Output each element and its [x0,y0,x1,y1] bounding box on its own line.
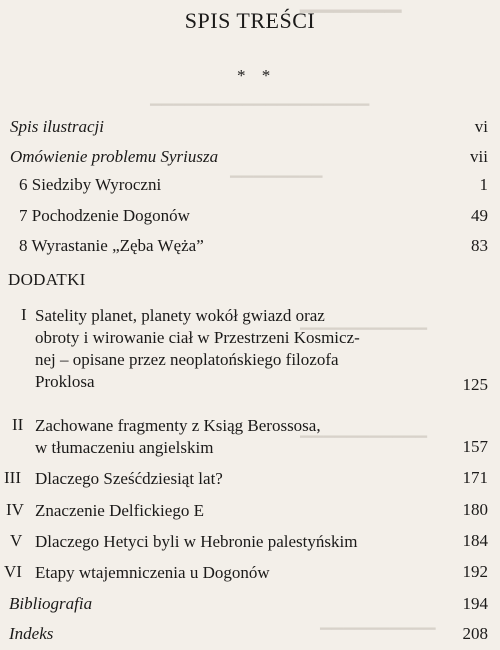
appendix-entry [0,468,500,492]
page-title: SPIS TREŚCI [184,8,316,33]
toc-entry-title: Spis ilustracji [10,117,104,136]
toc-entry-title: Indeks [9,624,54,643]
toc-entry [0,175,500,199]
appendix-entry [0,562,500,586]
appendix-page: 192 [462,562,488,581]
appendix-entry [0,500,500,524]
toc-entry-title: 6 Siedziby Wyroczni [19,175,162,194]
ornament-separator: * * [237,66,277,85]
toc-entry [0,624,500,648]
toc-entry [0,147,500,171]
appendix-number: III [4,468,21,487]
appendix-title: Znaczenie Delfickiego E [35,501,204,520]
appendix-page: 125 [462,375,488,394]
toc-entry [0,236,500,260]
toc-entry-page: 83 [471,236,488,255]
toc-entry-title: Omówienie problemu Syriusza [10,147,219,166]
section-heading: DODATKI [8,270,86,289]
toc-entry-page: vi [474,117,488,136]
appendix-page: 184 [462,531,488,550]
show-through-text: ▁▁▁▁▁▁▁▁▁▁▁ [300,314,427,330]
toc-entry-page: 1 [479,175,488,194]
appendix-page: 157 [462,437,488,456]
appendix-page: 180 [462,500,488,519]
show-through-text: ▁▁▁▁▁▁▁▁ [230,162,323,178]
show-through-text: ▁▁▁▁▁▁▁▁▁▁ [320,614,436,630]
appendix-title: Dlaczego Hetyci byli w Hebronie palestyńskim [35,532,358,551]
toc-entry [0,594,500,618]
appendix-number: IV [6,500,24,519]
toc-entry-title: Bibliografia [9,594,93,613]
show-through-text: ▁▁▁▁▁▁▁▁▁▁▁▁▁▁▁▁▁▁▁ [150,90,370,106]
appendix-title: Zachowane fragmenty z Ksiąg Berossosa, w tłumaczeniu angielskim [35,416,321,457]
appendix-entry [0,415,500,461]
appendix-number: I [21,305,27,324]
show-through-text: ▔▔▔▔▔▔ [300,10,402,35]
appendix-number: VI [4,562,22,581]
appendix-number: II [12,415,24,434]
toc-entry-page: 194 [462,594,488,613]
toc-entry-title: 8 Wyrastanie „Zęba Węża” [19,236,204,255]
appendix-title: Etapy wtajemniczenia u Dogonów [35,563,270,582]
appendix-number: V [10,531,23,550]
appendix-page: 171 [462,468,488,487]
toc-entry-page: 49 [471,206,488,225]
toc-entry [0,117,500,141]
show-through-text: ▁▁▁▁▁▁▁▁▁▁▁ [300,422,427,438]
appendix-title: Dlaczego Sześćdziesiąt lat? [35,469,223,488]
toc-entry-page: vii [470,147,488,166]
appendix-entry [0,305,500,395]
toc-entry [0,206,500,230]
toc-entry-title: 7 Pochodzenie Dogonów [19,206,190,225]
appendix-entry [0,531,500,555]
appendix-title: Satelity planet, planety wokół gwiazd oraz obroty i wirowanie ciał w Przestrzeni Kosmicz- nej – opisane przez neoplatońskiego filozofa Proklosa [35,306,360,391]
toc-entry-page: 208 [462,624,488,643]
